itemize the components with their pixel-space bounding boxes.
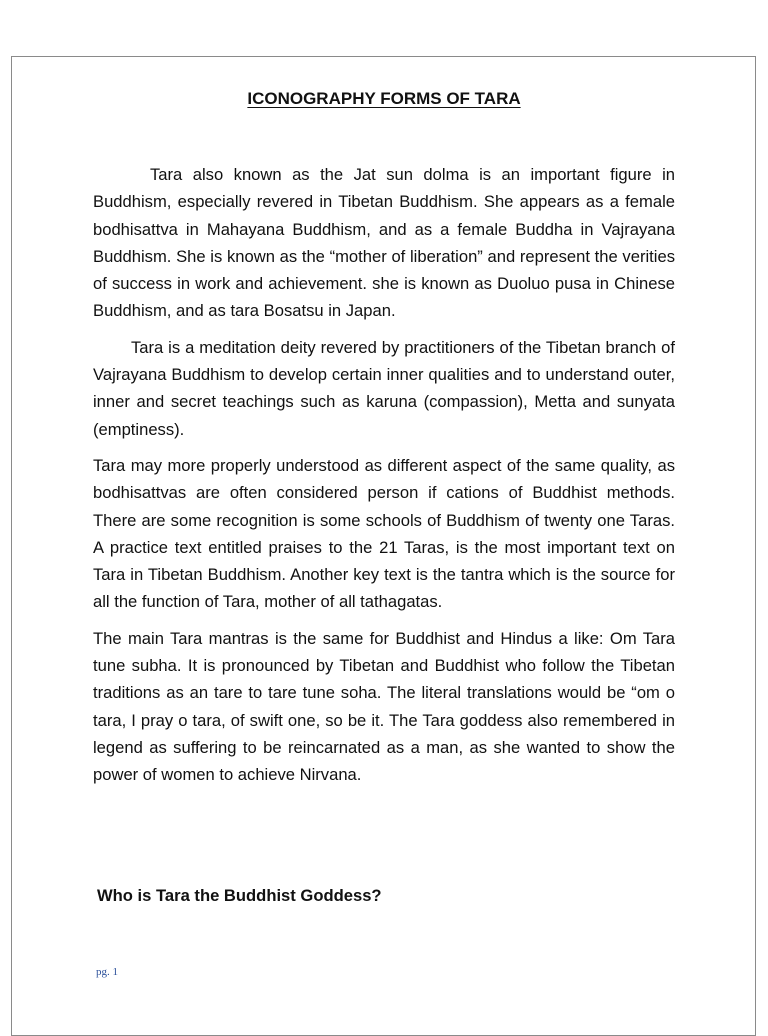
page-number: pg. 1: [96, 966, 118, 978]
paragraph-twenty-one-taras: Tara may more properly understood as different aspect of the same quality, as bodhisattvas are often considered person if cations of Buddhist methods. There are some recognition is some schools of Buddhism of twenty one Taras. A practice text entitled praises to the 21 Taras, is the most important text on Tara in Tibetan Buddhism. Another key text is the tantra which is the source for all the function of Tara, mother of all tathagatas.: [93, 455, 675, 612]
paragraph-meditation-deity: Tara is a meditation deity revered by practitioners of the Tibetan branch of Vajrayana Buddhism to develop certain inner qualities and to understand outer, inner and secret teachings such as karuna (compassion), Metta and sunyata (emptiness).: [93, 337, 675, 439]
paragraph-mantras: The main Tara mantras is the same for Buddhist and Hindus a like: Om Tara tune subha. It is pronounced by Tibetan and Buddhist who follow the Tibetan traditions as an tare to tare tune soha. The literal translations would be “om o tara, I pray o tara, of swift one, so be it. The Tara goddess also remembered in legend as suffering to be reincarnated as a man, as she wanted to show the power of women to achieve Nirvana.: [93, 628, 675, 785]
document-body: [93, 161, 675, 798]
section-subheading: Who is Tara the Buddhist Goddess?: [97, 886, 382, 905]
document-title: ICONOGRAPHY FORMS OF TARA: [247, 89, 521, 108]
paragraph-intro: Tara also known as the Jat sun dolma is an important figure in Buddhism, especially revered in Tibetan Buddhism. She appears as a female bodhisattva in Mahayana Buddhism, and as a female Buddha in Vajrayana Buddhism. She is known as the “mother of liberation” and represent the verities of success in work and achievement. she is known as Duoluo pusa in Chinese Buddhism, and as tara Bosatsu in Japan.: [93, 165, 675, 321]
